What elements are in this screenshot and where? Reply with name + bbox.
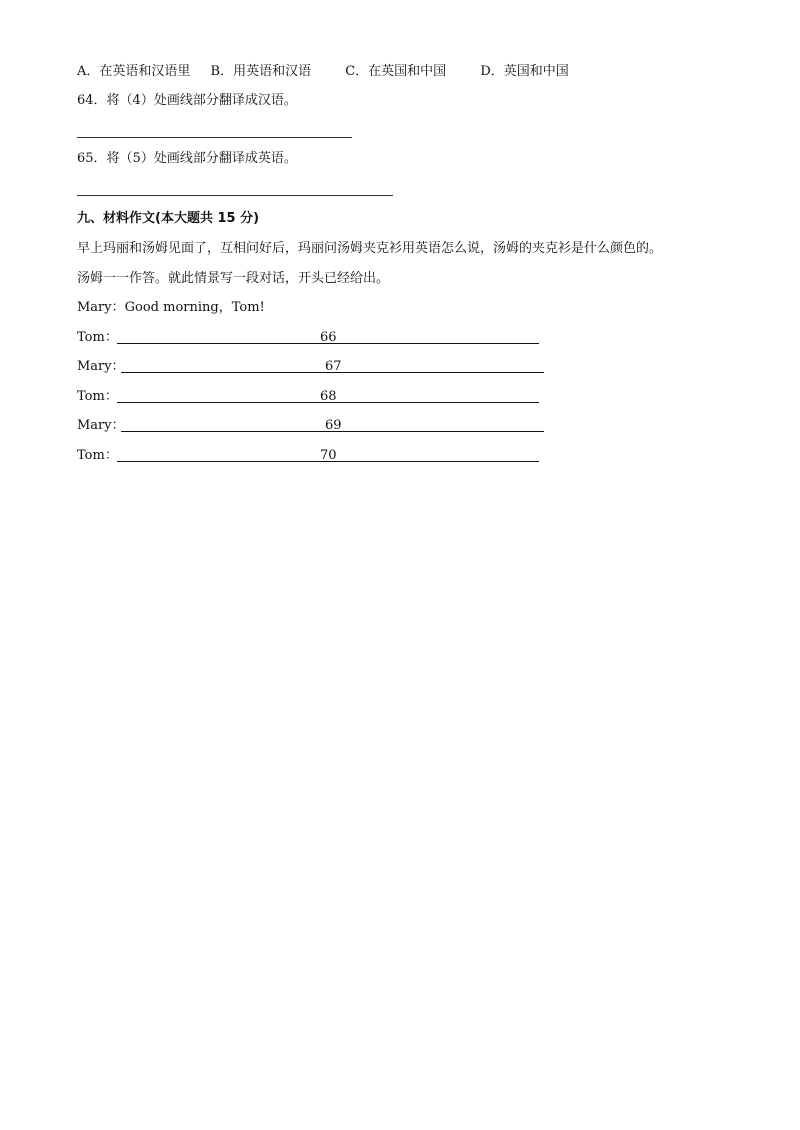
q65-answer-line[interactable] bbox=[77, 195, 393, 196]
speaker-label: Tom： bbox=[77, 330, 118, 345]
blank-number: 66 bbox=[320, 330, 337, 345]
q64-prompt: 64．将（4）处画线部分翻译成汉语。 bbox=[77, 93, 297, 108]
speaker-label: Tom： bbox=[77, 448, 118, 463]
dialogue-opening: Mary：Good morning，Tom! bbox=[77, 300, 265, 315]
instruction-line-2: 汤姆一一作答。就此情景写一段对话，开头已经给出。 bbox=[77, 271, 390, 286]
speaker-label: Mary： bbox=[77, 359, 125, 374]
dialogue-line bbox=[77, 329, 547, 349]
blank-number: 68 bbox=[320, 389, 337, 404]
dialogue-line bbox=[77, 358, 547, 378]
option-c[interactable]: C．在英国和中国 bbox=[345, 64, 447, 79]
dialogue-line bbox=[77, 388, 547, 408]
option-b[interactable]: B．用英语和汉语 bbox=[210, 64, 312, 79]
dialogue-line bbox=[77, 447, 547, 467]
q65-prompt: 65．将（5）处画线部分翻译成英语。 bbox=[77, 151, 297, 166]
blank-number: 70 bbox=[320, 448, 337, 463]
speaker-label: Mary： bbox=[77, 418, 125, 433]
option-a[interactable]: A．在英语和汉语里 bbox=[77, 64, 191, 79]
blank-number: 69 bbox=[325, 418, 342, 433]
instruction-line-1: 早上玛丽和汤姆见面了，互相问好后，玛丽问汤姆夹克衫用英语怎么说，汤姆的夹克衫是什么颜色的。 bbox=[77, 241, 663, 256]
q63-options bbox=[77, 63, 569, 81]
dialogue-line bbox=[77, 417, 547, 437]
q64-answer-line[interactable] bbox=[77, 137, 352, 138]
blank-number: 67 bbox=[325, 359, 342, 374]
option-d[interactable]: D．英国和中国 bbox=[480, 64, 569, 79]
speaker-label: Tom： bbox=[77, 389, 118, 404]
section-heading: 九、材料作文(本大题共 15 分) bbox=[77, 211, 260, 226]
